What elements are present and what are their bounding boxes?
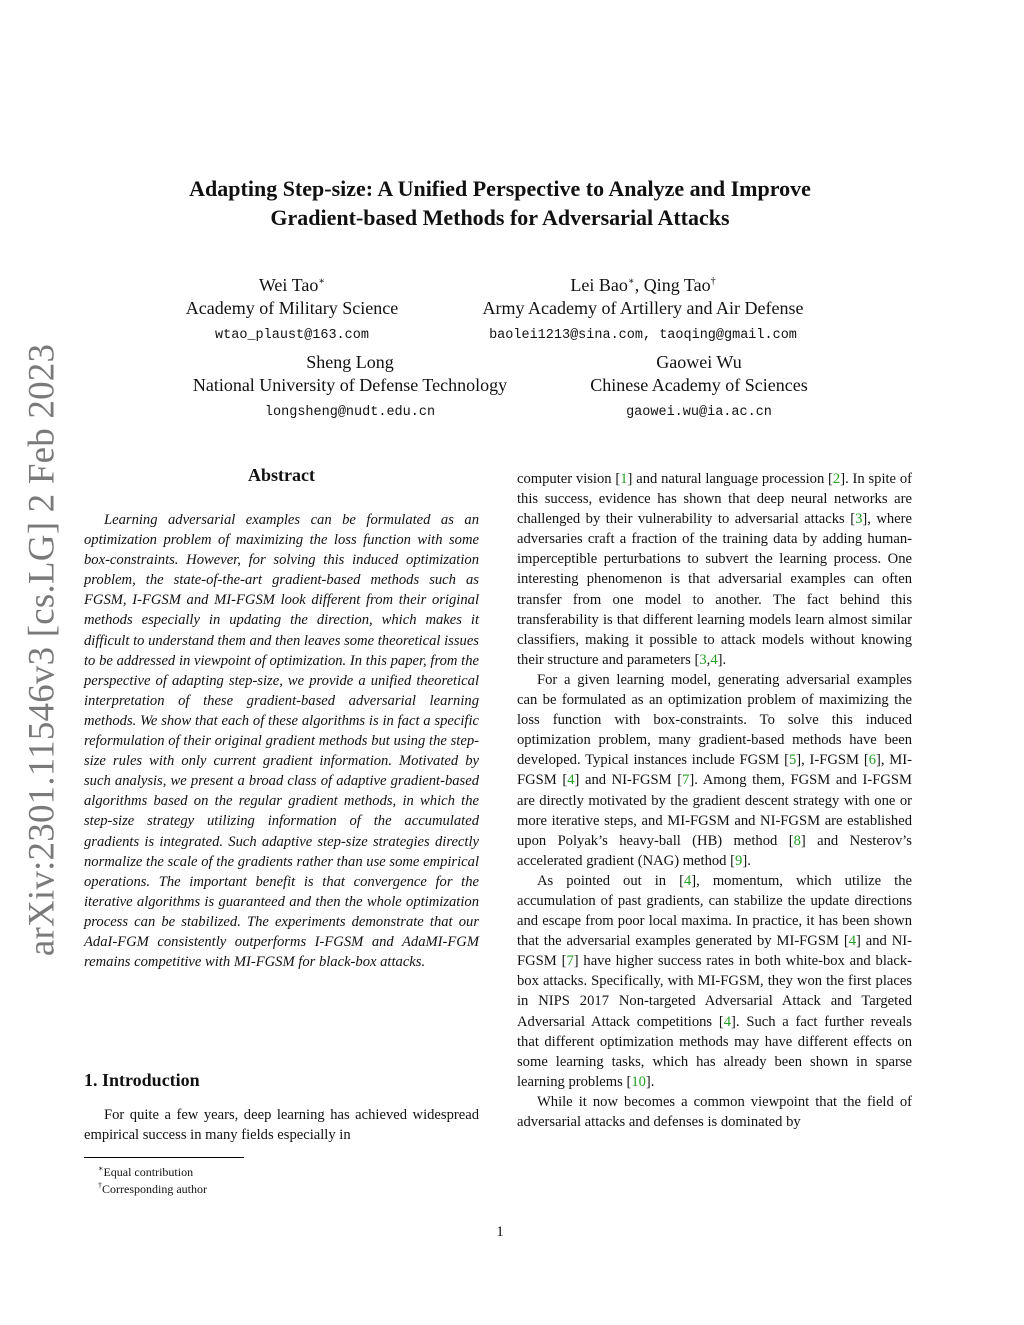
citation-link[interactable]: 3 bbox=[855, 511, 863, 528]
citation-bracket: ] bbox=[574, 772, 580, 789]
citation-bracket: ] bbox=[717, 651, 723, 668]
citation-bracket: ] bbox=[691, 872, 697, 889]
citation-bracket: ] bbox=[627, 471, 633, 487]
author-affiliation: National University of Defense Technology bbox=[192, 375, 508, 395]
abstract-heading: Abstract bbox=[248, 465, 315, 485]
right-paragraph-3: As pointed out in [4], momentum, which utilize the accumulation of past gradients, can stabilize the update directions and escape from poor local maxima. In practice, it has been shown that the adversarial examples generated by MI-FGSM [4] and NI-FGSM [7] have higher success rates in both white-box and black-box attacks. Specifically, with MI-FGSM, they won the first places in NIPS 2017 Non-targeted Adversarial Attack and Targeted Adversarial Attack competitions [4]. Such a fact further reveals that different optimization methods may have different effects on some learning tasks, which has already been shown in sparse learning problems [10]. bbox=[517, 872, 912, 1090]
citation-bracket: ] bbox=[573, 953, 579, 970]
citation-bracket: ] bbox=[689, 772, 695, 789]
intro-paragraph-1: For quite a few years, deep learning has achieved widespread empirical success in many fields especially in bbox=[84, 1107, 479, 1144]
citation-bracket: [ bbox=[843, 933, 849, 950]
intro-left-column bbox=[84, 1105, 479, 1145]
citation-link[interactable]: 4 bbox=[710, 651, 718, 668]
author-name: Lei Bao∗, Qing Tao† bbox=[570, 275, 716, 295]
author-email[interactable]: longsheng@nudt.edu.cn bbox=[264, 405, 436, 420]
citation-link[interactable]: 10 bbox=[631, 1073, 646, 1090]
author-name: Wei Tao∗ bbox=[258, 275, 326, 295]
author-block-gaowei-wu bbox=[576, 351, 822, 424]
citation-bracket: [ bbox=[850, 511, 856, 528]
citation-bracket: [ bbox=[788, 832, 794, 849]
right-paragraph-1: computer vision [1] and natural language procession [2]. In spite of this success, evidence has shown that deep neural networks are challenged by their vulnerability to adversarial attacks [3], where adversaries craft a fraction of the training data by adding human-imperceptible perturbations to subvert the learning process. One interesting phenomenon is that adversarial examples can often transfer from one model to another. The fact behind this transferability is that different learning models learn almost similar classifiers, making it possible to attack models without knowing their structure and parameters [3,4]. bbox=[517, 471, 912, 668]
author-email[interactable]: baolei1213@sina.com, taoqing@gmail.com bbox=[489, 328, 797, 343]
author-affiliation: Chinese Academy of Sciences bbox=[590, 375, 808, 395]
citation-bracket: ] bbox=[742, 852, 748, 869]
title-line-1: Adapting Step-size: A Unified Perspective to Analyze and Improve bbox=[189, 176, 811, 201]
author-block-sheng-long bbox=[174, 351, 526, 424]
author-affiliation: Academy of Military Science bbox=[185, 298, 399, 318]
author-name: Gaowei Wu bbox=[656, 352, 742, 372]
paper-title bbox=[0, 174, 1000, 232]
citation-bracket: ] bbox=[645, 1073, 651, 1090]
citation-link[interactable]: 8 bbox=[793, 832, 801, 849]
citation-bracket: [ bbox=[784, 752, 789, 769]
citation-bracket: [ bbox=[863, 752, 869, 769]
citation-bracket: [ bbox=[679, 872, 684, 889]
citation-bracket: [ bbox=[828, 471, 833, 487]
right-paragraph-2: For a given learning model, generating adversarial examples can be formulated as an optimization problem of maximizing the loss function with box-constraints. To solve this induced optimization problem, many gradient-based methods have been developed. Typical instances include FGSM [5], I-FGSM [6], MI-FGSM [4] and NI-FGSM [7]. Among them, FGSM and I-FGSM are directly motivated by the gradient descent strategy with one or more iterative steps, and MI-FGSM and NI-FGSM are established upon Polyak’s heavy-ball (HB) method [8] and Nesterov’s accelerated gradient (NAG) method [9]. bbox=[517, 671, 912, 869]
author-block-wei-tao bbox=[172, 270, 412, 347]
author-email[interactable]: gaowei.wu@ia.ac.cn bbox=[626, 405, 772, 420]
arxiv-stamp bbox=[20, 343, 64, 957]
author-block-lei-bao-qing-tao bbox=[462, 270, 824, 347]
citation-bracket: ] bbox=[856, 933, 861, 950]
footnote-divider bbox=[84, 1157, 244, 1158]
citation-link[interactable]: 7 bbox=[682, 772, 690, 789]
author-affiliation: Army Academy of Artillery and Air Defense bbox=[482, 298, 804, 318]
citation-link[interactable]: 1 bbox=[620, 471, 628, 487]
author-name: Sheng Long bbox=[306, 352, 394, 372]
citation-bracket: [ bbox=[615, 471, 621, 487]
abstract-text: Learning adversarial examples can be formulated as an optimization problem of maximizing the loss function with some box-constraints. However, for solving this induced optimization problem, the state-of-the-art gradient-based methods such as FGSM, I-FGSM and MI-FGSM look different from their original methods especially in updating the direction, which makes it difficult to understand them and then leaves some theoretical issues to be addressed in viewpoint of optimization. In this paper, from the perspective of adapting step-size, we provide a unified theoretical interpretation of these gradient-based adversarial learning methods. We show that each of these algorithms is in fact a specific reformulation of their original gradient methods but using the step-size rules with only current gradient information. Motivated by such analysis, we present a broad class of adaptive gradient-based algorithms based on the regular gradient methods, in which the step-size strategy utilizing information of the accumulated gradients is integrated. Such adaptive step-size strategies directly normalize the scale of the gradients rather than use some empirical operations. The important benefit is that convergence for the iterative algorithms is guaranteed and then the whole optimization process can be stabilized. The experiments demonstrate that our AdaI-FGM consistently outperforms I-FGSM and AdaMI-FGM remains competitive with MI-FGSM for black-box attacks. bbox=[84, 512, 479, 971]
citation-bracket: [ bbox=[718, 1013, 724, 1030]
citation-link[interactable]: 4 bbox=[723, 1013, 732, 1030]
citation-bracket: [ bbox=[561, 953, 567, 970]
citation-link[interactable]: 4 bbox=[848, 933, 856, 950]
citation-bracket: ] bbox=[862, 511, 868, 528]
citation-link[interactable]: 6 bbox=[868, 752, 876, 769]
citation-bracket: , bbox=[706, 651, 711, 668]
citation-bracket: ] bbox=[840, 471, 846, 487]
title-line-2: Gradient-based Methods for Adversarial Attacks bbox=[270, 205, 730, 230]
arxiv-id: arXiv:2301.11546v3 [cs.LG] 2 Feb 2023 bbox=[21, 343, 63, 957]
citation-link[interactable]: 4 bbox=[567, 772, 575, 789]
citation-link[interactable]: 5 bbox=[788, 752, 797, 769]
footnote-equal-contribution: ∗Equal contribution bbox=[98, 1164, 194, 1179]
citation-link[interactable]: 7 bbox=[566, 953, 574, 970]
citation-bracket: ] bbox=[731, 1013, 736, 1030]
citation-bracket: ] bbox=[800, 832, 806, 849]
citation-bracket: [ bbox=[677, 772, 683, 789]
abstract-body bbox=[84, 510, 479, 972]
citation-link[interactable]: 2 bbox=[832, 471, 841, 487]
right-column bbox=[517, 469, 912, 1132]
footnote-corresponding-author: †Corresponding author bbox=[98, 1181, 207, 1196]
citation-link[interactable]: 9 bbox=[735, 852, 743, 869]
citation-bracket: [ bbox=[626, 1073, 632, 1090]
citation-bracket: [ bbox=[562, 772, 568, 789]
citation-link[interactable]: 3 bbox=[699, 651, 707, 668]
citation-bracket: ] bbox=[875, 752, 881, 769]
citation-bracket: [ bbox=[694, 651, 700, 668]
citation-bracket: [ bbox=[730, 852, 736, 869]
citation-link[interactable]: 4 bbox=[683, 872, 692, 889]
page-number: 1 bbox=[496, 1224, 504, 1240]
section-heading-introduction: 1. Introduction bbox=[84, 1070, 200, 1090]
right-paragraph-4: While it now becomes a common viewpoint that the field of adversarial attacks and defenses is dominated by bbox=[517, 1093, 912, 1130]
author-email[interactable]: wtao_plaust@163.com bbox=[215, 328, 369, 343]
citation-bracket: ] bbox=[796, 752, 802, 769]
